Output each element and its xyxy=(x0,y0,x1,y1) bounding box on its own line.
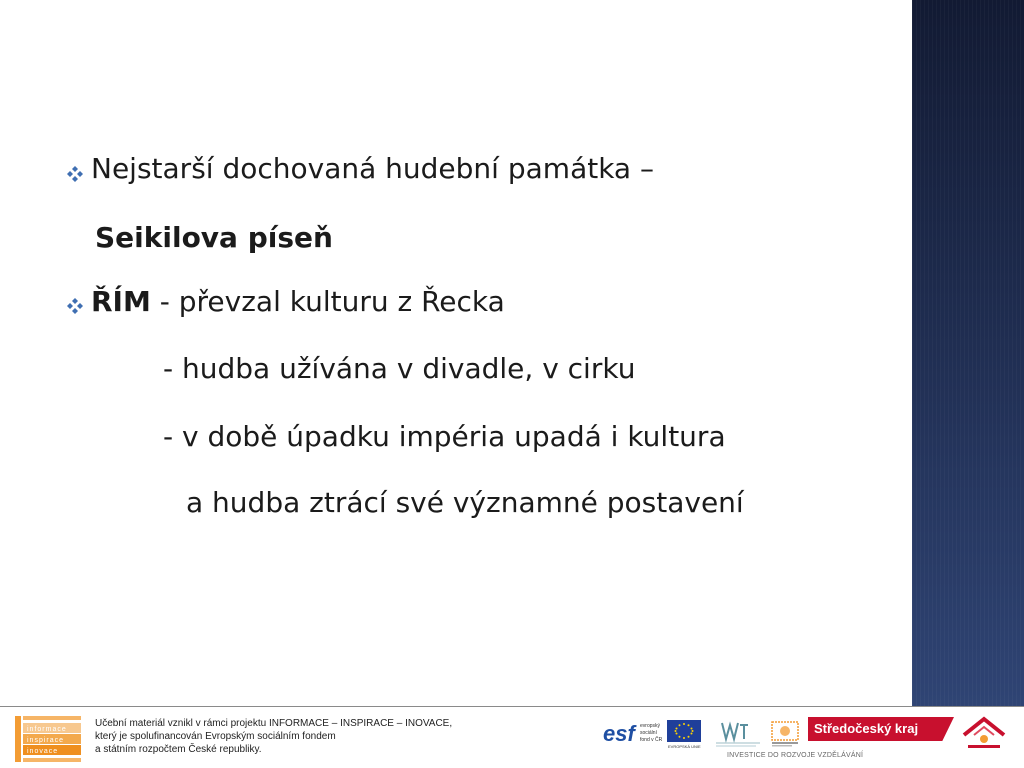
sub-line-2-text: - v době úpadku impéria upadá i kultura xyxy=(163,420,726,453)
sub-line-3 xyxy=(186,486,744,519)
investice-label: INVESTICE DO ROZVOJE VZDĚLÁVÁNÍ xyxy=(727,752,864,759)
eu-flag-logo xyxy=(667,720,701,750)
sub-line-3-text: a hudba ztrácí své významné postavení xyxy=(186,486,744,519)
sub-line-1-text: - hudba užívána v divadle, v cirku xyxy=(163,352,636,385)
partner-logos xyxy=(600,712,1020,764)
kraj-label: Středočeský kraj xyxy=(814,721,919,736)
decorative-side-band xyxy=(912,0,1024,706)
bullet-line-1-text: Nejstarší dochovaná hudební památka – xyxy=(91,152,654,185)
ministry-logo xyxy=(712,717,764,749)
logo-word-inspirace: inspirace xyxy=(27,737,65,744)
logo-word-inovace: inovace xyxy=(27,748,59,755)
funding-note-line: Učební materiál vznikl v rámci projektu INFORMACE – INSPIRACE – INOVACE, xyxy=(95,718,453,729)
sub-line-1 xyxy=(163,352,635,385)
rome-heading: ŘÍM xyxy=(91,285,151,318)
sub-line-2 xyxy=(163,420,726,453)
bullet-line-2-text: - převzal kulturu z Řecka xyxy=(150,285,505,318)
song-title: Seikilova píseň xyxy=(95,221,333,254)
bullet-line-2 xyxy=(91,285,505,318)
footer xyxy=(0,707,1024,768)
funding-note-line: který je spolufinancován Evropským sociálním fondem xyxy=(95,731,336,742)
diamond-bullet-icon xyxy=(66,297,84,315)
diamond-bullet-icon xyxy=(66,165,84,183)
esf-logo-text: esf xyxy=(603,721,635,746)
bullet-line-1 xyxy=(91,152,654,185)
eu-flag-label: EVROPSKÁ UNIE xyxy=(668,744,701,749)
logo-word-informace: informace xyxy=(27,726,67,733)
funding-note xyxy=(95,717,452,756)
esf-small-text: fond v ČR xyxy=(640,737,663,743)
funding-note-line: a státním rozpočtem České republiky. xyxy=(95,744,262,755)
esf-small-text: evropský xyxy=(640,723,661,729)
bullet-line-1-continuation xyxy=(95,221,333,254)
informace-inspirace-inovace-logo xyxy=(15,714,83,764)
esf-logo xyxy=(602,715,664,749)
esf-small-text: sociální xyxy=(640,730,657,736)
school-logo xyxy=(770,720,800,748)
town-emblem-logo xyxy=(960,715,1008,751)
